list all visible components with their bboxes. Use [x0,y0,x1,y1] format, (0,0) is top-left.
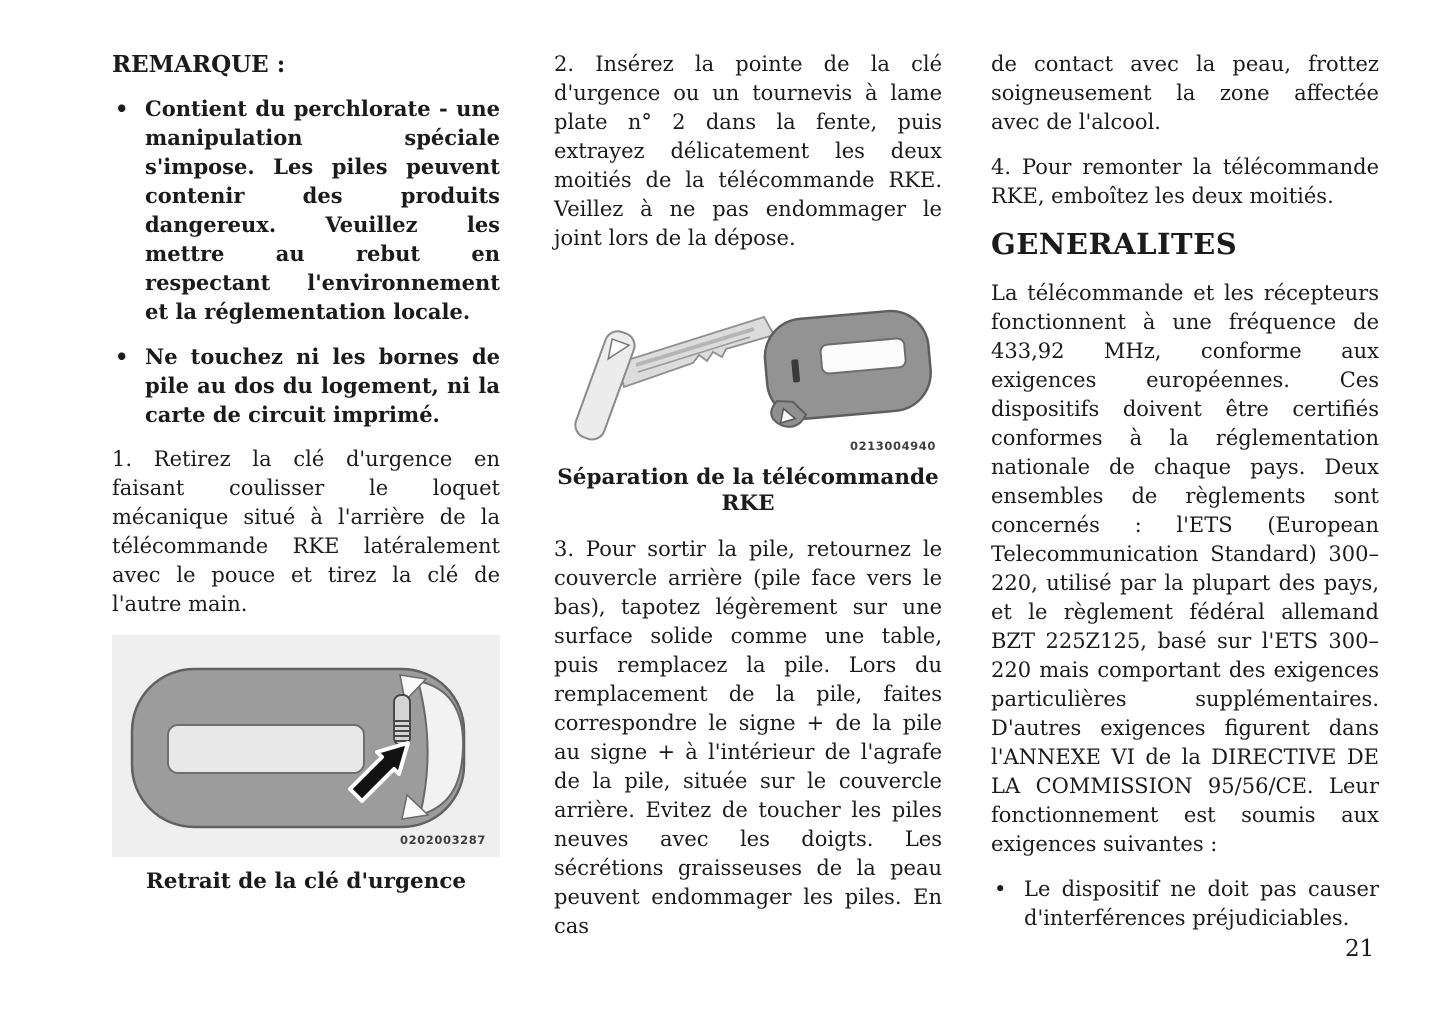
generalites-paragraph: La télécommande et les récepteurs fonctionnent à une fréquence de 433,92 MHz, conforme aux exigences européennes. Ces dispositifs doivent être certifiés conformes à la réglementation nationale de chaque pays. Deux ensembles de règlements sont concernés : l'ETS (European Telecommunication Standard) 300–220, utilisé par la plupart des pays, et le règlement fédéral allemand BZT 225Z125, basé sur l'ETS 300–220 mais comportant des exigences particulières supplémentaires. D'autres exigences figurent dans l'ANNEXE VI de la DIRECTIVE DE LA COMMISSION 95/56/CE. Leur fonctionnement est soumis aux exigences suivantes : [991,281,1379,856]
requirement-bullet-item [991,875,1379,933]
remarque-heading: REMARQUE : [112,51,286,78]
note-bullet-item [112,342,500,429]
step-3-continuation-paragraph: de contact avec la peau, frottez soigneusement la zone affectée avec de l'alcool. [991,52,1379,134]
bullet-marker: • [115,344,129,369]
bullet-marker: • [994,877,1007,901]
note-bullet-item [112,94,500,326]
column-1 [112,50,500,913]
requirement-bullet-text: Le dispositif ne doit pas causer d'interférences préjudiciables. [1024,877,1379,930]
page-number: 21 [1345,936,1375,962]
figure-caption: Séparation de la télécommande RKE [557,465,939,516]
step-2-paragraph: 2. Insérez la pointe de la clé d'urgence ou un tournevis à lame plate n° 2 dans la fente, puis extrayez délicatement les deux moitiés de la télécommande RKE. Veillez à ne pas endommager le joint lors de la dépose. [554,52,942,250]
note-bullet-text: Contient du perchlorate - une manipulation spéciale s'impose. Les piles peuvent contenir des produits dangereux. Veuillez les mettre au rebut en respectant l'environnement et la réglementation locale. [145,96,500,324]
column-3 [991,50,1379,949]
step-4-paragraph: 4. Pour remonter la télécommande RKE, emboîtez les deux moitiés. [991,155,1379,208]
generalites-heading: GENERALITES [991,227,1238,261]
step-3-paragraph: 3. Pour sortir la pile, retournez le couvercle arrière (pile face vers le bas), tapotez légèrement sur une surface solide comme une table, puis remplacez la pile. Lors du remplacement de la pile, faites correspondre le signe + de la pile au signe + à l'intérieur de l'agrafe de la pile, située sur le couvercle arrière. Evitez de toucher les piles neuves avec les doigts. Les sécrétions graisseuses de la peau peuvent endommager les piles. En cas [554,537,942,938]
key-fob-latch-illustration [112,635,500,857]
figure-code: 0202003287 [399,833,486,847]
bullet-marker: • [115,96,129,121]
figure-caption: Retrait de la clé d'urgence [145,869,467,894]
figure-2 [554,275,942,453]
figure-code: 0213004940 [849,439,936,453]
step-1-paragraph: 1. Retirez la clé d'urgence en faisant coulisser le loquet mécanique situé à l'arrière de la télécommande RKE latéralement avec le pouce et tirez la clé de l'autre main. [112,447,500,616]
figure-1 [112,635,500,857]
key-separation-illustration [554,275,942,453]
column-2 [554,50,942,957]
note-bullet-text: Ne touchez ni les bornes de pile au dos du logement, ni la carte de circuit imprimé. [145,344,500,427]
